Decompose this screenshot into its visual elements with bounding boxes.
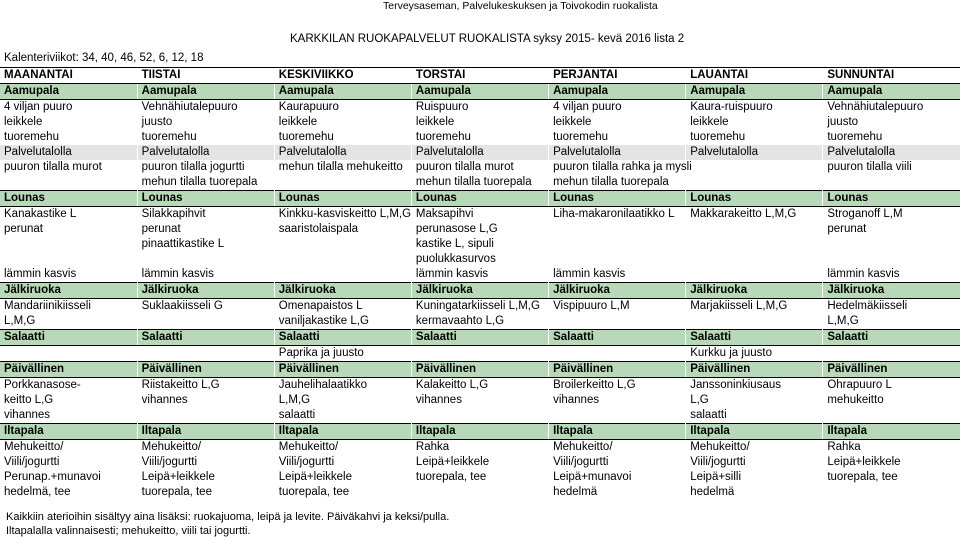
menu-table xyxy=(0,67,960,500)
menu-cell xyxy=(686,314,823,330)
menu-cell xyxy=(549,408,686,424)
menu-row xyxy=(0,175,960,191)
menu-cell xyxy=(0,346,137,362)
menu-cell: lämmin kasvis xyxy=(137,267,274,283)
menu-cell xyxy=(274,267,411,283)
menu-cell: tuorepala, tee xyxy=(274,485,411,500)
menu-cell: tuorepala, tee xyxy=(823,470,960,485)
menu-cell: mehun tilalla tuorepala xyxy=(549,175,686,191)
menu-cell xyxy=(549,346,686,362)
menu-cell: puolukkasurvos xyxy=(411,252,548,267)
menu-cell: Vehnähiutalepuuro xyxy=(137,100,274,116)
menu-cell: perunat xyxy=(823,222,960,237)
meal-header-cell: Päivällinen xyxy=(137,362,274,378)
weekday-tuesday: TIISTAI xyxy=(137,68,274,84)
menu-cell: saaristolaispala xyxy=(274,222,411,237)
menu-cell: vaniljakastike L,G xyxy=(274,314,411,330)
menu-cell: Leipä+leikkele xyxy=(274,470,411,485)
menu-cell: Kaurapuuro xyxy=(274,100,411,116)
menu-cell xyxy=(823,346,960,362)
meal-header-cell: Aamupala xyxy=(0,84,137,100)
meal-header-row xyxy=(0,84,960,100)
menu-cell xyxy=(549,252,686,267)
meal-header-cell: Salaatti xyxy=(823,330,960,346)
weekday-header-row xyxy=(0,68,960,84)
meal-header-cell: Iltapala xyxy=(411,424,548,440)
weekday-sunday: SUNNUNTAI xyxy=(823,68,960,84)
footer-line-1: Kaikkiin aterioihin sisältyy aina lisäksi: ruokajuoma, leipä ja levite. Päiväkahvi ja keksi/pulla. xyxy=(6,511,450,523)
menu-cell: tuoremehu xyxy=(274,130,411,145)
menu-cell: leikkele xyxy=(411,115,548,130)
menu-row xyxy=(0,252,960,267)
menu-cell: Jauhelihalaatikko xyxy=(274,378,411,394)
menu-cell: Makkarakeitto L,M,G xyxy=(686,207,823,223)
meal-header-row xyxy=(0,424,960,440)
weekday-monday: MAANANTAI xyxy=(0,68,137,84)
menu-cell: Ohrapuuro L xyxy=(823,378,960,394)
menu-cell: Viili/jogurtti xyxy=(549,455,686,470)
meal-header-cell: Lounas xyxy=(137,191,274,207)
menu-cell: Perunap.+munavoi xyxy=(4,471,101,483)
menu-cell: Porkkanasose- xyxy=(4,379,81,391)
menu-cell: tuoremehu xyxy=(686,130,823,145)
menu-cell: L,M,G xyxy=(274,393,411,408)
menu-cell: 4 viljan puuro xyxy=(549,100,686,116)
menu-cell xyxy=(274,252,411,267)
menu-cell: Palvelutalolla xyxy=(274,145,411,160)
meal-header-cell: Päivällinen xyxy=(549,362,686,378)
menu-cell: tuoremehu xyxy=(411,130,548,145)
menu-row xyxy=(0,222,960,237)
meal-header-cell: Aamupala xyxy=(274,84,411,100)
menu-cell: vihannes xyxy=(549,393,686,408)
meal-header-row xyxy=(0,362,960,378)
menu-cell: L,G xyxy=(686,393,823,408)
menu-cell: Riistakeitto L,G xyxy=(137,378,274,394)
menu-cell: juusto xyxy=(137,115,274,130)
menu-cell: Palvelutalolla xyxy=(0,145,137,160)
menu-cell: lämmin kasvis xyxy=(411,267,548,283)
menu-cell: Viili/jogurtti xyxy=(274,455,411,470)
menu-cell: Rahka xyxy=(823,440,960,456)
menu-cell: puuron tilalla rahka ja mysli xyxy=(549,160,686,175)
footer-note xyxy=(6,510,449,538)
menu-cell xyxy=(274,175,411,191)
menu-cell: juusto xyxy=(823,115,960,130)
menu-cell: Suklaakiisseli G xyxy=(137,299,274,315)
meal-header-cell: Salaatti xyxy=(137,330,274,346)
menu-cell: Kalakeitto L,G xyxy=(411,378,548,394)
menu-cell xyxy=(823,408,960,424)
menu-row xyxy=(0,160,960,175)
menu-cell: tuorepala, tee xyxy=(137,485,274,500)
site-title: Terveysaseman, Palvelukeskuksen ja Toivokodin ruokalista xyxy=(383,0,658,12)
menu-cell xyxy=(823,485,960,500)
menu-cell: Hedelmäkiisseli xyxy=(823,299,960,315)
menu-row xyxy=(0,100,960,116)
menu-cell: Vispipuuro L,M xyxy=(549,299,686,315)
menu-cell: Mehukeitto/ xyxy=(274,440,411,456)
menu-cell: tuorepala, tee xyxy=(411,470,548,485)
menu-cell: Palvelutalolla xyxy=(823,145,960,160)
menu-cell xyxy=(137,408,274,424)
menu-cell: perunasose L,G xyxy=(411,222,548,237)
menu-cell: keitto L,G xyxy=(4,394,54,406)
menu-cell: vihannes xyxy=(137,393,274,408)
menu-row xyxy=(0,314,960,330)
meal-header-cell: Lounas xyxy=(549,191,686,207)
meal-header-cell: Lounas xyxy=(686,191,823,207)
menu-cell: hedelmä, tee xyxy=(4,486,71,498)
menu-cell: puuron tilalla jogurtti xyxy=(137,160,274,175)
menu-cell: leikkele xyxy=(686,115,823,130)
menu-cell: mehun tilalla tuorepala xyxy=(137,175,274,191)
menu-cell: lämmin kasvis xyxy=(4,268,77,280)
menu-cell: Janssoninkiusaus xyxy=(686,378,823,394)
menu-row xyxy=(0,207,960,223)
menu-cell xyxy=(411,408,548,424)
meal-header-cell: Päivällinen xyxy=(0,362,137,378)
meal-header-cell: Iltapala xyxy=(686,424,823,440)
menu-cell: Mehukeitto/ xyxy=(686,440,823,456)
menu-cell: Vehnähiutalepuuro xyxy=(823,100,960,116)
meal-header-cell: Lounas xyxy=(274,191,411,207)
meal-header-cell: Jälkiruoka xyxy=(274,283,411,299)
menu-cell xyxy=(0,237,137,252)
menu-cell xyxy=(137,252,274,267)
meal-header-cell: Lounas xyxy=(823,191,960,207)
meal-header-cell: Iltapala xyxy=(137,424,274,440)
menu-cell xyxy=(686,237,823,252)
menu-cell: salaatti xyxy=(274,408,411,424)
menu-cell: Mehukeitto/ xyxy=(137,440,274,456)
menu-cell xyxy=(0,252,137,267)
menu-cell xyxy=(823,175,960,191)
menu-cell: vihannes xyxy=(411,393,548,408)
menu-cell xyxy=(686,160,823,175)
menu-row xyxy=(0,470,960,485)
meal-header-cell: Aamupala xyxy=(823,84,960,100)
footer-line-2: Iltapalalla valinnaisesti; mehukeitto, viili tai jogurtti. xyxy=(6,525,251,537)
menu-cell xyxy=(686,252,823,267)
menu-cell: hedelmä xyxy=(549,485,686,500)
menu-cell: puuron tilalla viili xyxy=(823,160,960,175)
weekday-friday: PERJANTAI xyxy=(549,68,686,84)
menu-cell: Leipä+leikkele xyxy=(823,455,960,470)
meal-header-cell: Päivällinen xyxy=(686,362,823,378)
menu-cell: Palvelutalolla xyxy=(686,145,823,160)
meal-header-cell: Salaatti xyxy=(0,330,137,346)
meal-header-row xyxy=(0,283,960,299)
meal-header-cell: Salaatti xyxy=(274,330,411,346)
menu-cell: 4 viljan puuro xyxy=(4,101,73,113)
meal-header-cell: Päivällinen xyxy=(274,362,411,378)
menu-cell: Marjakiisseli L,M,G xyxy=(686,299,823,315)
menu-cell: Palvelutalolla xyxy=(549,145,686,160)
menu-cell: Omenapaistos L xyxy=(274,299,411,315)
menu-cell: Leipä+silli xyxy=(686,470,823,485)
meal-header-cell: Lounas xyxy=(0,191,137,207)
menu-cell xyxy=(686,267,823,283)
meal-header-cell: Salaatti xyxy=(549,330,686,346)
menu-cell: Palvelutalolla xyxy=(137,145,274,160)
menu-cell: Leipä+leikkele xyxy=(137,470,274,485)
meal-header-row xyxy=(0,191,960,207)
menu-cell: Mehukeitto/ xyxy=(4,441,64,453)
menu-row xyxy=(0,130,960,145)
menu-cell xyxy=(411,346,548,362)
menu-cell: lämmin kasvis xyxy=(549,267,686,283)
menu-cell: leikkele xyxy=(274,115,411,130)
menu-row xyxy=(0,115,960,130)
menu-cell: Kurkku ja juusto xyxy=(686,346,823,362)
meal-header-cell: Iltapala xyxy=(549,424,686,440)
menu-cell: Broilerkeitto L,G xyxy=(549,378,686,394)
menu-cell: lämmin kasvis xyxy=(823,267,960,283)
menu-cell: vihannes xyxy=(4,409,51,421)
menu-row xyxy=(0,455,960,470)
menu-cell: Leipä+leikkele xyxy=(411,455,548,470)
menu-row xyxy=(0,440,960,456)
menu-row xyxy=(0,393,960,408)
menu-cell: tuoremehu xyxy=(549,130,686,145)
menu-cell: Kinkku-kasviskeitto L,M,G xyxy=(274,207,411,223)
meal-header-cell: Salaatti xyxy=(686,330,823,346)
menu-cell: pinaattikastike L xyxy=(137,237,274,252)
menu-cell: Kuningatarkiisseli L,M,G xyxy=(411,299,548,315)
menu-cell xyxy=(549,222,686,237)
meal-header-cell: Aamupala xyxy=(549,84,686,100)
sheet-title: KARKKILAN RUOKAPALVELUT RUOKALISTA syksy 2015- kevä 2016 lista 2 xyxy=(290,33,685,45)
menu-cell: L,M,G xyxy=(823,314,960,330)
menu-cell: hedelmä xyxy=(686,485,823,500)
menu-cell: Viili/jogurtti xyxy=(686,455,823,470)
menu-cell: Silakkapihvit xyxy=(137,207,274,223)
meal-header-cell: Jälkiruoka xyxy=(0,283,137,299)
menu-cell: salaatti xyxy=(686,408,823,424)
menu-cell: mehun tilalla mehukeitto xyxy=(274,160,411,175)
menu-cell: mehun tilalla tuorepala xyxy=(411,175,548,191)
meal-header-cell: Iltapala xyxy=(823,424,960,440)
meal-header-cell: Iltapala xyxy=(0,424,137,440)
menu-cell xyxy=(823,237,960,252)
menu-cell: Ruispuuro xyxy=(411,100,548,116)
menu-table-body xyxy=(0,68,960,501)
meal-header-cell: Salaatti xyxy=(411,330,548,346)
menu-cell: perunat xyxy=(137,222,274,237)
menu-cell: perunat xyxy=(4,223,44,235)
menu-cell: Leipä+munavoi xyxy=(549,470,686,485)
meal-header-cell: Jälkiruoka xyxy=(549,283,686,299)
menu-cell xyxy=(686,222,823,237)
menu-cell xyxy=(137,314,274,330)
meal-header-cell: Päivällinen xyxy=(823,362,960,378)
menu-cell: leikkele xyxy=(549,115,686,130)
meal-header-cell: Jälkiruoka xyxy=(686,283,823,299)
menu-row xyxy=(0,267,960,283)
menu-row xyxy=(0,346,960,362)
menu-cell xyxy=(686,175,823,191)
menu-row xyxy=(0,299,960,315)
menu-row xyxy=(0,237,960,252)
menu-cell: tuoremehu xyxy=(4,131,59,143)
meal-header-cell: Jälkiruoka xyxy=(137,283,274,299)
menu-cell: mehukeitto xyxy=(823,393,960,408)
menu-cell: L,M,G xyxy=(4,315,36,327)
meal-header-cell: Päivällinen xyxy=(411,362,548,378)
meal-header-cell: Aamupala xyxy=(686,84,823,100)
meal-header-cell: Jälkiruoka xyxy=(411,283,548,299)
menu-cell xyxy=(0,175,137,191)
menu-cell xyxy=(549,314,686,330)
menu-cell xyxy=(411,485,548,500)
menu-cell: Kanakastike L xyxy=(4,208,77,220)
menu-cell: puuron tilalla murot xyxy=(4,161,102,173)
menu-cell: Liha-makaronilaatikko L xyxy=(549,207,686,223)
meal-header-row xyxy=(0,330,960,346)
menu-cell xyxy=(823,252,960,267)
menu-row xyxy=(0,408,960,424)
menu-cell: Viili/jogurtti xyxy=(4,456,60,468)
menu-row xyxy=(0,145,960,160)
menu-cell: Rahka xyxy=(411,440,548,456)
menu-cell: Paprika ja juusto xyxy=(274,346,411,362)
menu-cell: tuoremehu xyxy=(823,130,960,145)
menu-cell: kermavaahto L,G xyxy=(411,314,548,330)
meal-header-cell: Aamupala xyxy=(411,84,548,100)
menu-cell xyxy=(137,346,274,362)
menu-cell: kastike L, sipuli xyxy=(411,237,548,252)
menu-cell: Palvelutalolla xyxy=(411,145,548,160)
weekday-saturday: LAUANTAI xyxy=(686,68,823,84)
meal-header-cell: Lounas xyxy=(411,191,548,207)
menu-cell: Maksapihvi xyxy=(411,207,548,223)
menu-cell: tuoremehu xyxy=(137,130,274,145)
weekday-wednesday: KESKIVIIKKO xyxy=(274,68,411,84)
menu-cell: Mehukeitto/ xyxy=(549,440,686,456)
calendar-weeks: Kalenteriviikot: 34, 40, 46, 52, 6, 12, 18 xyxy=(4,52,204,64)
menu-cell: Stroganoff L,M xyxy=(823,207,960,223)
meal-header-cell: Aamupala xyxy=(137,84,274,100)
menu-cell: leikkele xyxy=(4,116,43,128)
menu-row xyxy=(0,485,960,500)
meal-header-cell: Iltapala xyxy=(274,424,411,440)
menu-cell: Viili/jogurtti xyxy=(137,455,274,470)
weekday-thursday: TORSTAI xyxy=(411,68,548,84)
menu-row xyxy=(0,378,960,394)
menu-cell: Mandariinikiisseli xyxy=(4,300,91,312)
menu-cell xyxy=(549,237,686,252)
menu-cell: Kaura-ruispuuro xyxy=(686,100,823,116)
meal-header-cell: Jälkiruoka xyxy=(823,283,960,299)
menu-cell: puuron tilalla murot xyxy=(411,160,548,175)
menu-cell xyxy=(274,237,411,252)
